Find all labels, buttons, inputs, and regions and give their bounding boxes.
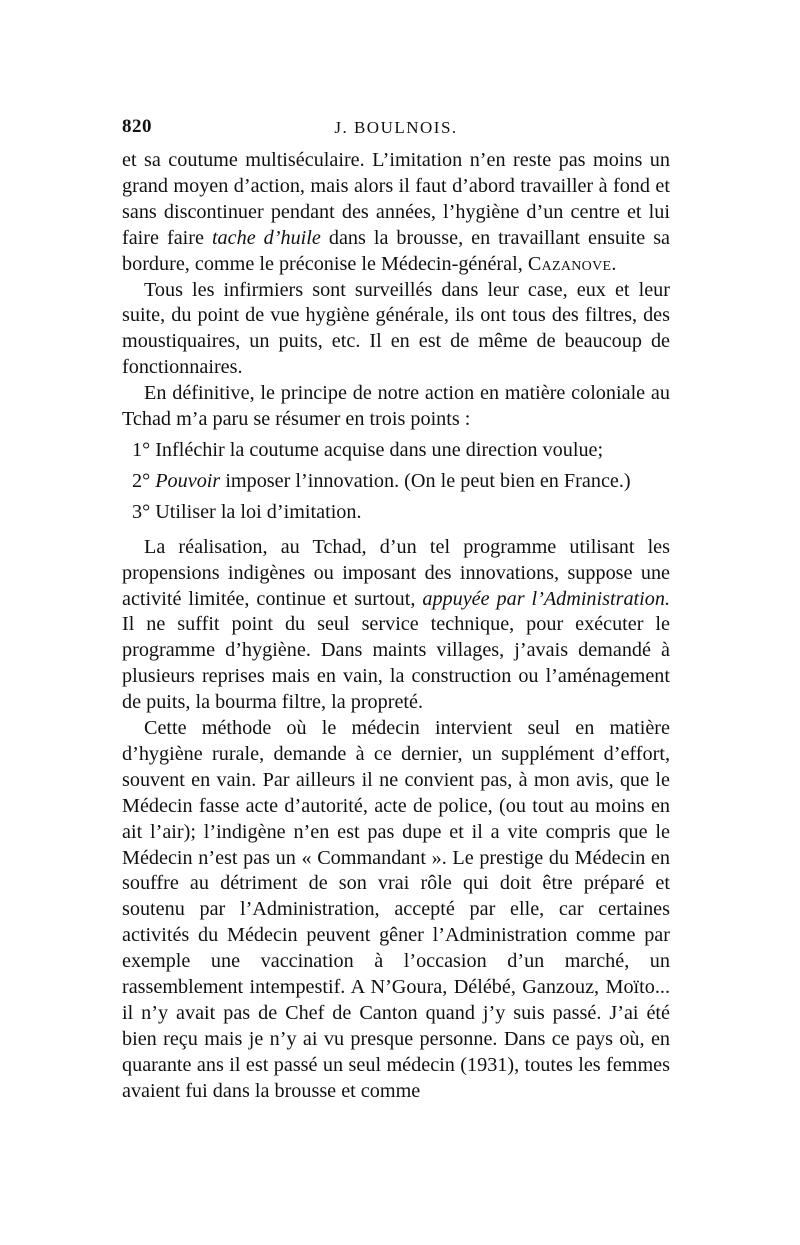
paragraph-1-part-b: dans la brousse, en travaillant ensuite sa bordure, comme le préconise le Médecin-général, [122, 226, 671, 275]
document-page [122, 112, 670, 1105]
paragraph-2: Tous les infirmiers sont surveillés dans leur case, eux et leur suite, du point de vue hygiène générale, ils ont tous des filtres, des moustiquaires, un puits, etc. Il en est de même de beaucoup de fonctionnaires. [122, 278, 670, 379]
paragraph-1 [122, 148, 670, 278]
list-item-3: 3° Utiliser la loi d’imitation. [132, 500, 362, 523]
list-item-2 [122, 469, 670, 495]
paragraph-1-italic: tache d’huile [211, 226, 321, 249]
running-header [122, 112, 670, 148]
author-name-smallcaps: Cazanove. [527, 252, 617, 275]
page-number: 820 [122, 116, 152, 137]
list-item-1: 1° Infléchir la coutume acquise dans une direction voulue; [132, 438, 604, 461]
list-item-2-rest: imposer l’innovation. (On le peut bien en France.) [220, 469, 631, 492]
paragraph-4-italic: appuyée par l’Administration. [422, 587, 670, 610]
paragraph-5: Cette méthode où le médecin intervient seul en matière d’hygiène rurale, demande à ce dernier, un supplément d’effort, souvent en vain. Par ailleurs il ne convient pas, à mon avis, que le Médecin fasse acte d’autorité, acte de police, (ou tout au moins en ait l’air); l’indigène n’en est pas dupe et il a vite compris que le Médecin n’est pas un « Commandant ». Le prestige du Médecin en souffre au détriment de son vrai rôle qui doit être préparé et soutenu par l’Administration, accepté par elle, car certaines activités du Médecin peuvent gêner l’Administration comme par exemple une vaccination à l’occasion d’un marché, un rassemblement intempestif. A N’Goura, Délébé, Ganzouz, Moïto... il n’y avait pas de Chef de Canton quand j’y suis passé. J’ai été bien reçu mais je n’y ai vu presque personne. Dans ce pays où, en quarante ans il est passé un seul médecin (1931), toutes les femmes avaient fui dans la brousse et comme [122, 717, 670, 1102]
running-title: J. BOULNOIS. [334, 118, 458, 137]
list-item-2-number: 2° [132, 469, 156, 492]
paragraph-4-part-a: La réalisation, au Tchad, d’un tel programme utilisant les propensions indigènes ou imposant des innovations, suppose une activité limitée, continue et surtout, [122, 535, 670, 610]
body-text [122, 148, 670, 1105]
paragraph-3: En définitive, le principe de notre action en matière coloniale au Tchad m’a paru se résumer en trois points : [122, 382, 670, 431]
list-item-2-italic: Pouvoir [155, 469, 221, 492]
paragraph-4-part-b: Il ne suffit point du seul service technique, pour exécuter le programme d’hygiène. Dans maints villages, j’avais demandé à plusieurs reprises mais en vain, la construction ou l’aménagement de puits, la bourma filtre, la propreté. [122, 613, 670, 714]
paragraph-4 [122, 535, 670, 716]
paragraph-1-part-a: et sa coutume multiséculaire. L’imitation n’en reste pas moins un grand moyen d’action, mais alors il faut d’abord travailler à fond et sans discontinuer pendant des années, l’hygiène d’un centre et lui faire faire [122, 149, 670, 249]
